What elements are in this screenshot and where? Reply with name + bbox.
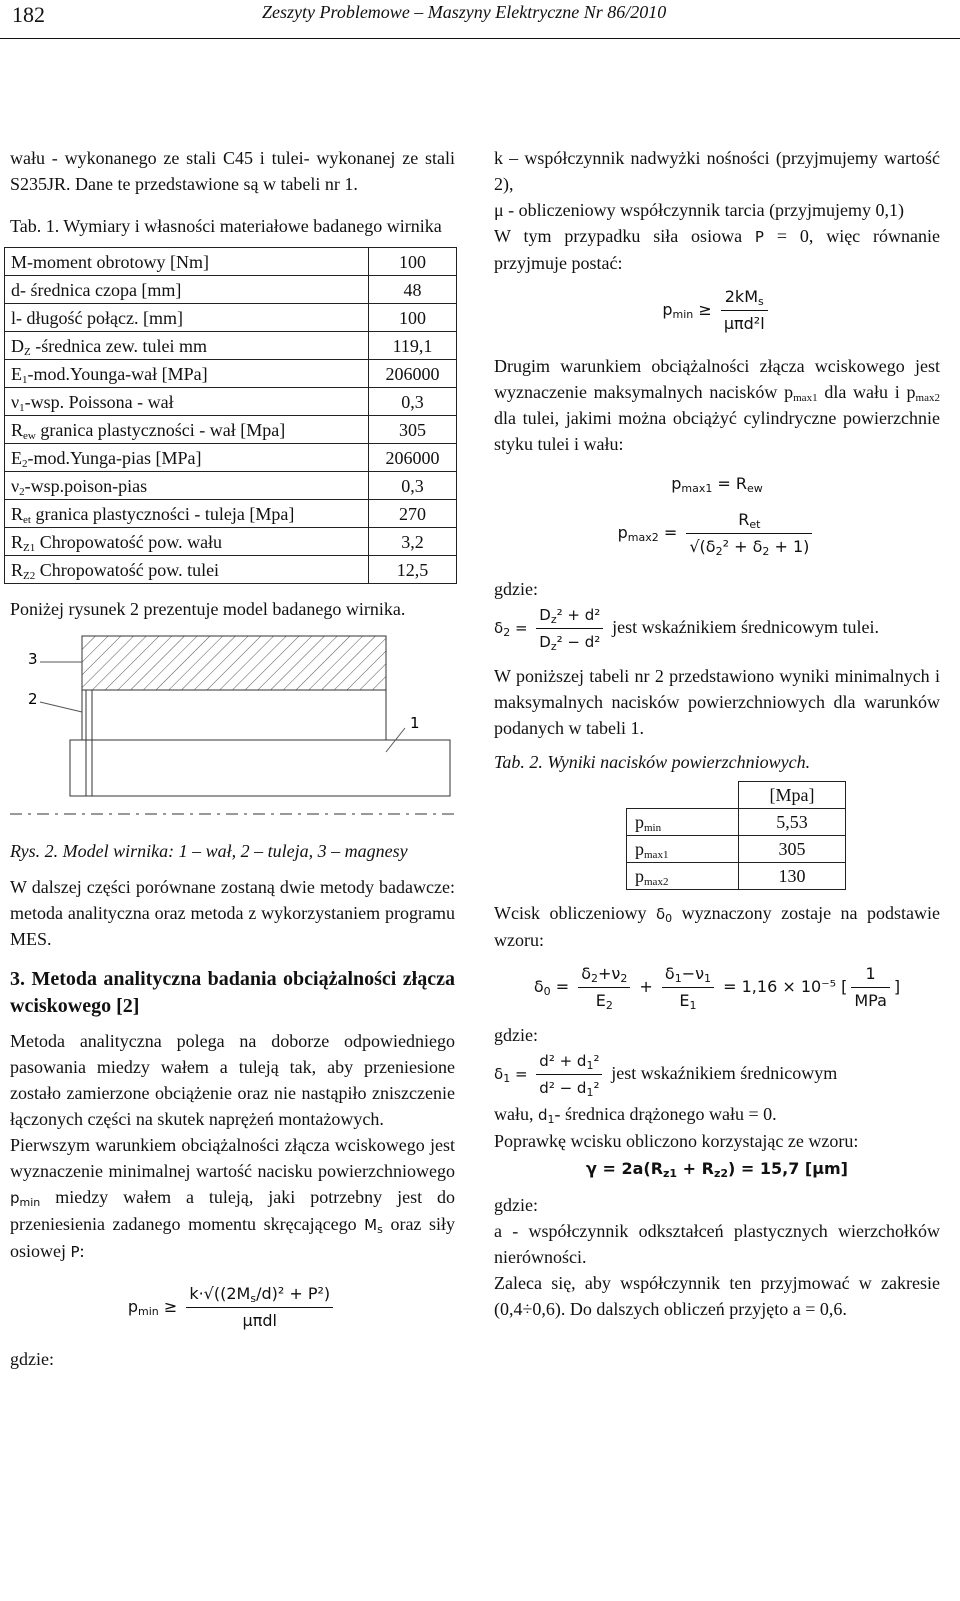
table1-value-cell: 100 xyxy=(369,304,457,332)
table-row xyxy=(5,472,457,500)
table-row xyxy=(5,276,457,304)
symbol-pmin: $p_{min}$ xyxy=(10,1189,41,1209)
table2-symbol-cell: $p_{max2}$ xyxy=(627,863,739,890)
wcisk-paragraph: Wcisk obliczeniowy $\delta_0$ wyznaczony zostaje na podstawie wzoru: xyxy=(494,903,941,950)
table-row xyxy=(627,809,846,836)
table1-label-cell: $E_2-mod.Yunga$-pias [MPa] xyxy=(5,444,369,472)
methods-paragraph: W dalszej części porównane zostaną dwie metody badawcze: metoda analityczna oraz metoda z wykorzystaniem programu MES. xyxy=(10,877,455,949)
table-row xyxy=(5,332,457,360)
recommendation-paragraph: Zaleca się, aby współczynnik ten przyjmować w zakresie (0,4÷0,6). Do dalszych obliczeń przyjęto a = 0,6. xyxy=(494,1273,940,1319)
rotor-model-drawing xyxy=(10,632,455,827)
table-row xyxy=(5,248,457,276)
label-2: 2 xyxy=(28,690,38,708)
table1-label-cell: $E_1-mod.Younga$-wał [MPa] xyxy=(5,360,369,388)
table2-intro-paragraph: W poniższej tabeli nr 2 przedstawiono wyniki minimalnych i maksymalnych nacisków powierzchniowych dla warunków podanych w tabeli 1. xyxy=(494,666,940,738)
intro-paragraph: wału - wykonanego ze stali C45 i tulei- wykonanej ze stali S235JR. Dane te przedstawione są w tabeli nr 1. xyxy=(10,148,455,194)
table1-label-cell: $R_{Z1}$ Chropowatość pow. wału xyxy=(5,528,369,556)
table2-symbol-cell: $p_{max1}$ xyxy=(627,836,739,863)
formula-delta1: $\delta_1$ = $\frac{d^2 + d_1^2}{d^2 - d_1^2}$ xyxy=(494,1065,611,1083)
magnet-region xyxy=(82,636,386,690)
table-1-materials xyxy=(4,247,457,584)
table1-label-cell: l- długość połącz. [mm] xyxy=(5,304,369,332)
leader-line xyxy=(40,702,82,712)
gdzie-label: gdzie: xyxy=(494,1195,538,1215)
table1-value-cell: 206000 xyxy=(369,444,457,472)
symbol-delta0: $\delta_0$ xyxy=(655,905,673,925)
formula-delta2: $\delta_2$ = $\frac{D_z^2 + d^2}{D_z^2 - d^2}$ xyxy=(494,619,612,637)
table-row xyxy=(5,444,457,472)
page-header xyxy=(0,0,960,46)
table1-value-cell: 48 xyxy=(369,276,457,304)
table-row xyxy=(5,528,457,556)
first-condition-paragraph: Pierwszym warunkiem obciążalności złącza wciskowego jest wyznaczenie minimalnej wartość nacisku powierzchniowego $p_{min}$ miedzy wałem a tuleją, jaki potrzebny jest do przeniesienia zadanego momentu skręcającego $M_s$ oraz siły osiowej P: xyxy=(10,1135,456,1261)
symbol-P: P xyxy=(754,228,764,246)
shaft-region xyxy=(70,740,450,796)
table-2-pressures xyxy=(626,781,846,890)
label-1: 1 xyxy=(410,714,420,732)
poprawka-paragraph: Poprawkę wcisku obliczono korzystając ze wzoru: xyxy=(494,1131,859,1151)
table-row xyxy=(627,836,846,863)
label-3: 3 xyxy=(28,650,38,668)
delta1-definition: $\delta_1$ = $\frac{d^2 + d_1^2}{d^2 - d_1^2}$ jest wskaźnikiem średnicowym xyxy=(494,1048,940,1101)
formula-pmax2: $p_{max2}$ = $\frac{R_{et}}{√(\delta_2^2 + \delta_2 + 1)}$ xyxy=(494,507,940,560)
table2-value-cell: 5,53 xyxy=(739,809,846,836)
formula-pmin-simplified: $p_{min}$ ≥ $\frac{2kM_s}{\text{μπd²l}}$ xyxy=(494,284,940,337)
table1-value-cell: 270 xyxy=(369,500,457,528)
table1-caption: Tab. 1. Wymiary i własności materiałowe badanego wirnika xyxy=(10,216,442,236)
sleeve-region xyxy=(82,690,386,740)
table1-label-cell: $\nu_1$-wsp. Poissona - wał xyxy=(5,388,369,416)
second-condition-paragraph: Drugim warunkiem obciążalności złącza wciskowego jest wyznaczenie maksymalnych nacisków $p_{max1}$ dla wału i $p_{max2}$ dla tulei, jakimi można obciążyć cylindryczne powierzchnie styku tulei i wału: xyxy=(494,356,940,454)
k-definition: k – współczynnik nadwyżki nośności (przyjmujemy wartość 2), xyxy=(494,148,940,194)
header-rule xyxy=(0,38,960,39)
table1-value-cell: 0,3 xyxy=(369,388,457,416)
table1-value-cell: 119,1 xyxy=(369,332,457,360)
table2-unit-header: [Mpa] xyxy=(739,782,846,809)
table2-value-cell: 305 xyxy=(739,836,846,863)
gdzie-label: gdzie: xyxy=(494,1025,538,1045)
analytic-method-paragraph: Metoda analityczna polega na doborze odpowiedniego pasowania miedzy wałem a tuleją tak, aby przeniesione zostało zamierzone obciążenie oraz nie nastąpiło zniszczenie łączonych części na skutek naprężeń montażowych. xyxy=(10,1031,455,1129)
delta2-definition: $\delta_2$ = $\frac{D_z^2 + d^2}{D_z^2 - d^2}$ jest wskaźnikiem średnicowym tulei. xyxy=(494,602,940,655)
table1-value-cell: 100 xyxy=(369,248,457,276)
axial-force-paragraph: W tym przypadku siła osiowa P = 0, więc równanie przyjmuje postać: xyxy=(494,226,940,273)
a-definition: a - współczynnik odkształceń plastycznych wierzchołków nierówności. xyxy=(494,1221,940,1267)
symbol-P: P xyxy=(70,1243,80,1261)
figure-caption: Rys. 2. Model wirnika: 1 – wał, 2 – tuleja, 3 – magnesy xyxy=(10,841,408,861)
figure-rotor-model xyxy=(10,632,455,834)
table1-label-cell: $R_{ew}$ granica plastyczności - wał [Mpa] xyxy=(5,416,369,444)
gdzie-label: gdzie: xyxy=(494,579,538,599)
table-row xyxy=(5,556,457,584)
symbol-d1: $d_1$ xyxy=(538,1106,555,1126)
mu-definition: μ - obliczeniowy współczynnik tarcia (przyjmujemy 0,1) xyxy=(494,200,905,220)
table2-value-cell: 130 xyxy=(739,863,846,890)
formula-pmin-general: $p_{min}$ ≥ $\frac{k\cdot√((2M_s/d)^2 + P^2)}{\text{μπdl}}$ xyxy=(10,1281,455,1334)
table-row xyxy=(5,388,457,416)
table1-value-cell: 0,3 xyxy=(369,472,457,500)
table2-symbol-cell: $p_{min}$ xyxy=(627,809,739,836)
right-column xyxy=(494,145,940,1322)
figure-intro-paragraph: Poniżej rysunek 2 prezentuje model badanego wirnika. xyxy=(10,599,406,619)
table1-label-cell: $R_{Z2}$ Chropowatość pow. tulei xyxy=(5,556,369,584)
table-row xyxy=(5,500,457,528)
table1-label-cell: M-moment obrotowy [Nm] xyxy=(5,248,369,276)
formula-gamma: $\gamma = 2a(R_{z1} + R_{z2}) = 15,7$ [μm] xyxy=(586,1159,848,1180)
formula-pmax1: $p_{max1} = R_{ew}$ xyxy=(671,474,763,495)
section-heading: 3. Metoda analityczna badania obciążalności złącza wciskowego [2] xyxy=(10,968,455,1017)
symbol-Ms: $M_s$ xyxy=(364,1216,383,1236)
d1-definition: wału, $d_1-$ średnica drążonego wału = 0. xyxy=(494,1104,777,1126)
table1-value-cell: 3,2 xyxy=(369,528,457,556)
table1-value-cell: 12,5 xyxy=(369,556,457,584)
formula-delta0: $\delta_0$ = $\frac{\delta_2+\nu_2}{E_2}$ + $\frac{\delta_1-\nu_1}{E_1}$ = 1,16 × 10⁻⁵ [ $\frac{1}{\text{MPa}}$ ] xyxy=(494,961,940,1014)
table2-caption: Tab. 2. Wyniki nacisków powierzchniowych. xyxy=(494,752,811,772)
table1-label-cell: $R_{et}$ granica plastyczności - tuleja [Mpa] xyxy=(5,500,369,528)
page-number: 182 xyxy=(12,2,45,27)
table-row xyxy=(5,304,457,332)
table1-label-cell: $\nu_2-wsp.poison$-pias xyxy=(5,472,369,500)
left-column xyxy=(10,145,455,1372)
table-row xyxy=(627,863,846,890)
table-row xyxy=(5,360,457,388)
table1-value-cell: 305 xyxy=(369,416,457,444)
table1-label-cell: $D_Z$ -średnica zew. tulei mm xyxy=(5,332,369,360)
gdzie-label: gdzie: xyxy=(10,1349,54,1369)
table-row xyxy=(5,416,457,444)
journal-title: Zeszyty Problemowe – Maszyny Elektryczne Nr 86/2010 xyxy=(262,2,667,22)
table1-value-cell: 206000 xyxy=(369,360,457,388)
table1-label-cell: d- średnica czopa [mm] xyxy=(5,276,369,304)
table-row xyxy=(627,782,846,809)
